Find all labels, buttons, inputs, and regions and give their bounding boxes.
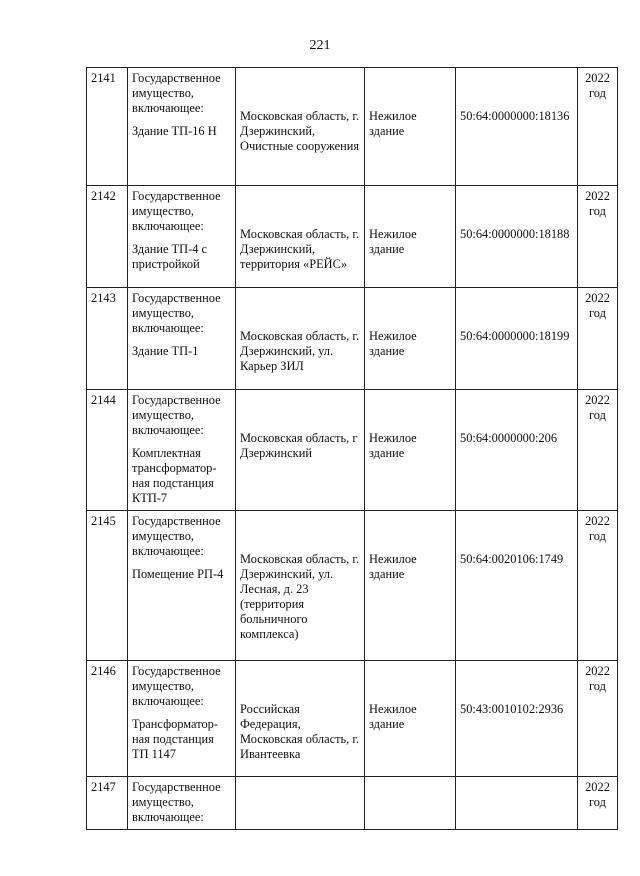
year-cell <box>578 68 618 186</box>
object-address: Московская область, г. Дзержинский, ул. Лесная, д. 23 (территория больничного комплекса) <box>240 552 360 641</box>
row-spacer <box>460 664 573 679</box>
registry-body <box>87 68 618 830</box>
object-type-cell <box>365 288 456 390</box>
year-cell <box>578 390 618 511</box>
row-number: 2143 <box>91 291 116 305</box>
object-address: Московская область, г. Дзержинский, Очистные сооружения <box>240 109 360 153</box>
year-cell <box>578 661 618 777</box>
row-spacer <box>460 544 573 552</box>
row-spacer <box>240 71 360 86</box>
row-spacer <box>460 423 573 431</box>
row-number: 2141 <box>91 71 116 85</box>
address-cell <box>236 511 365 661</box>
row-spacer <box>240 306 360 321</box>
row-spacer <box>369 393 451 408</box>
row-number-cell <box>87 511 128 661</box>
row-spacer <box>240 694 360 702</box>
object-address: Российская Федерация, Московская область, г. Ивантеевка <box>240 702 360 761</box>
table-row <box>87 186 618 288</box>
address-cell <box>236 186 365 288</box>
cadastral-number: 50:64:0000000:18188 <box>460 227 570 241</box>
row-spacer <box>460 529 573 544</box>
object-type-cell <box>365 390 456 511</box>
year: 2022 год <box>585 393 610 422</box>
row-number-cell <box>87 186 128 288</box>
object-name-cell <box>128 288 236 390</box>
table-row <box>87 390 618 511</box>
object-name: Здание ТП-1 <box>132 344 199 358</box>
row-spacer <box>460 291 573 306</box>
row-number-cell <box>87 390 128 511</box>
group-label: Государственное имущество, включающее: <box>132 71 221 115</box>
group-label: Государственное имущество, включающее: <box>132 514 221 558</box>
year-cell <box>578 511 618 661</box>
row-spacer <box>369 664 451 679</box>
group-label: Государственное имущество, включающее: <box>132 189 221 233</box>
object-name-cell <box>128 511 236 661</box>
row-spacer <box>369 219 451 227</box>
year: 2022 год <box>585 514 610 543</box>
property-registry-table <box>86 67 618 830</box>
row-spacer <box>240 291 360 306</box>
table-row <box>87 288 618 390</box>
group-label: Государственное имущество, включающее: <box>132 780 221 824</box>
row-spacer <box>460 694 573 702</box>
row-spacer <box>460 393 573 408</box>
row-spacer <box>460 514 573 529</box>
object-name-cell <box>128 661 236 777</box>
row-number: 2144 <box>91 393 116 407</box>
row-spacer <box>132 336 231 344</box>
page-number: 221 <box>309 38 331 53</box>
row-spacer <box>460 306 573 321</box>
cadastral-cell <box>456 186 578 288</box>
object-name-cell <box>128 777 236 830</box>
row-spacer <box>460 679 573 694</box>
row-spacer <box>240 219 360 227</box>
year: 2022 год <box>585 189 610 218</box>
row-spacer <box>369 86 451 101</box>
row-spacer <box>240 529 360 544</box>
row-number-cell <box>87 288 128 390</box>
row-spacer <box>460 408 573 423</box>
row-number: 2145 <box>91 514 116 528</box>
year-cell <box>578 186 618 288</box>
row-spacer <box>240 101 360 109</box>
row-spacer <box>369 204 451 219</box>
year: 2022 год <box>585 664 610 693</box>
row-spacer <box>460 321 573 329</box>
object-type: Нежилое здание <box>369 552 417 581</box>
cadastral-number: 50:64:0020106:1749 <box>460 552 564 566</box>
cadastral-cell <box>456 777 578 830</box>
object-type: Нежилое здание <box>369 431 417 460</box>
row-spacer <box>460 86 573 101</box>
row-spacer <box>369 306 451 321</box>
row-spacer <box>240 423 360 431</box>
address-cell <box>236 390 365 511</box>
address-cell <box>236 661 365 777</box>
cadastral-cell <box>456 661 578 777</box>
row-spacer <box>240 664 360 679</box>
row-spacer <box>369 189 451 204</box>
row-number: 2142 <box>91 189 116 203</box>
cadastral-cell <box>456 68 578 186</box>
row-spacer <box>369 529 451 544</box>
cadastral-cell <box>456 288 578 390</box>
year: 2022 год <box>585 291 610 320</box>
object-type-cell <box>365 777 456 830</box>
object-type: Нежилое здание <box>369 329 417 358</box>
object-name-cell <box>128 68 236 186</box>
row-spacer <box>369 694 451 702</box>
cadastral-number: 50:43:0010102:2936 <box>460 702 564 716</box>
cadastral-number: 50:64:0000000:18136 <box>460 109 570 123</box>
object-name: Здание ТП-4 с пристройкой <box>132 242 207 271</box>
row-spacer <box>240 321 360 329</box>
row-spacer <box>240 408 360 423</box>
row-spacer <box>460 71 573 86</box>
row-spacer <box>369 408 451 423</box>
table-row <box>87 68 618 186</box>
group-label: Государственное имущество, включающее: <box>132 291 221 335</box>
row-spacer <box>369 544 451 552</box>
row-spacer <box>132 116 231 124</box>
row-spacer <box>460 219 573 227</box>
row-number: 2147 <box>91 780 116 794</box>
object-type: Нежилое здание <box>369 109 417 138</box>
object-name: Трансформатор-ная подстанция ТП 1147 <box>132 717 219 761</box>
object-type-cell <box>365 661 456 777</box>
object-name-cell <box>128 186 236 288</box>
cadastral-number: 50:64:0000000:206 <box>460 431 558 445</box>
group-label: Государственное имущество, включающее: <box>132 393 221 437</box>
object-address: Московская область, г. Дзержинский, территория «РЕЙС» <box>240 227 360 271</box>
object-type-cell <box>365 186 456 288</box>
row-spacer <box>369 101 451 109</box>
row-spacer <box>369 71 451 86</box>
row-spacer <box>240 679 360 694</box>
row-spacer <box>460 189 573 204</box>
row-spacer <box>132 234 231 242</box>
object-name: Помещение РП-4 <box>132 567 224 581</box>
year-cell <box>578 288 618 390</box>
object-type-cell <box>365 68 456 186</box>
table-row <box>87 777 618 830</box>
table-row <box>87 661 618 777</box>
object-type: Нежилое здание <box>369 702 417 731</box>
row-spacer <box>369 321 451 329</box>
year: 2022 год <box>585 71 610 100</box>
row-spacer <box>369 423 451 431</box>
row-spacer <box>369 291 451 306</box>
row-spacer <box>132 438 231 446</box>
row-spacer <box>460 101 573 109</box>
address-cell <box>236 288 365 390</box>
row-spacer <box>132 709 231 717</box>
row-spacer <box>240 393 360 408</box>
row-spacer <box>132 559 231 567</box>
address-cell <box>236 777 365 830</box>
object-type: Нежилое здание <box>369 227 417 256</box>
object-name: Комплектная трансформатор-ная подстанция КТП-7 <box>132 446 217 505</box>
address-cell <box>236 68 365 186</box>
row-spacer <box>240 204 360 219</box>
row-number-cell <box>87 661 128 777</box>
group-label: Государственное имущество, включающее: <box>132 664 221 708</box>
row-spacer <box>240 86 360 101</box>
cadastral-cell <box>456 390 578 511</box>
row-number: 2146 <box>91 664 116 678</box>
year-cell <box>578 777 618 830</box>
object-name-cell <box>128 390 236 511</box>
row-spacer <box>460 204 573 219</box>
year: 2022 год <box>585 780 610 809</box>
cadastral-cell <box>456 511 578 661</box>
table-row <box>87 511 618 661</box>
object-address: Московская область, г. Дзержинский, ул. Карьер ЗИЛ <box>240 329 360 373</box>
object-name: Здание ТП-16 Н <box>132 124 217 138</box>
row-spacer <box>240 544 360 552</box>
object-address: Московская область, г Дзержинский <box>240 431 358 460</box>
row-spacer <box>240 514 360 529</box>
cadastral-number: 50:64:0000000:18199 <box>460 329 570 343</box>
object-type-cell <box>365 511 456 661</box>
row-number-cell <box>87 777 128 830</box>
row-spacer <box>369 679 451 694</box>
row-number-cell <box>87 68 128 186</box>
row-spacer <box>369 514 451 529</box>
row-spacer <box>240 189 360 204</box>
